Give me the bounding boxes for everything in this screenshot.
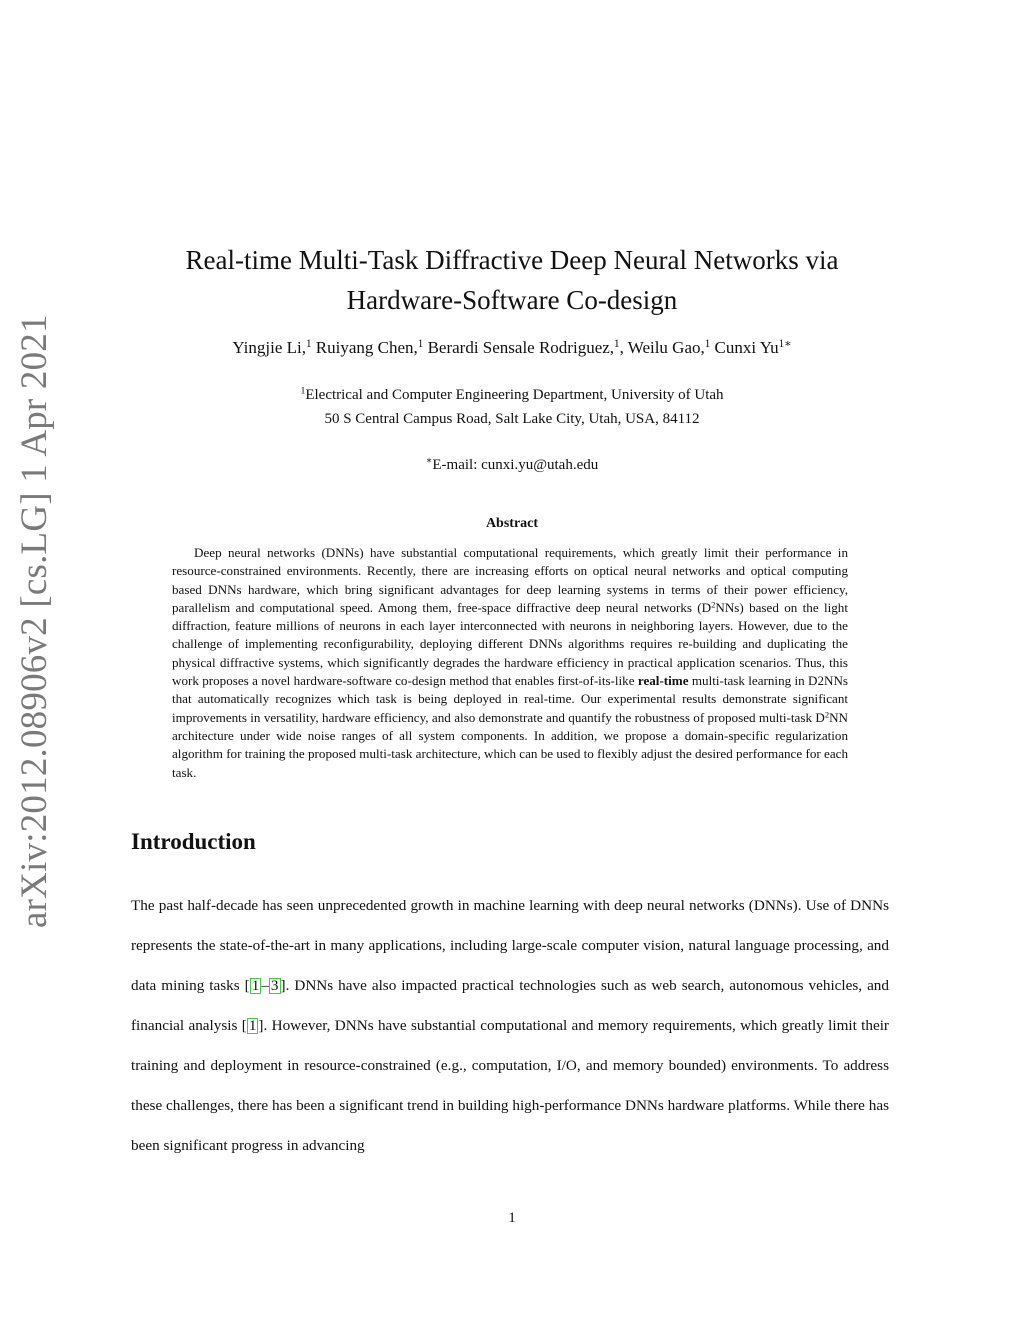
author-4: , Weilu Gao, [619,338,705,357]
citation-link-3[interactable]: 3 [270,977,279,994]
introduction-heading: Introduction [131,829,256,854]
intro-text-1: The past half-decade has seen unprecedented growth in machine learning with deep neural networks (DNNs). Use of DNNs represents the state-of-the-art in many applications, including large-scale computer vision, natural language processing, and data mining tasks [ [131,897,889,994]
contact-email [0,454,1024,476]
affiliation-line-2: 50 S Central Campus Road, Salt Lake City, Utah, USA, 84112 [324,411,700,427]
author-2-sup: 1 [417,337,424,350]
abstract-part-1: Deep neural networks (DNNs) have substantial computational requirements, which greatly limit their performance in resource-constrained environments. Recently, there are increasing efforts on optical neural networks and optical computing based DNNs hardware, which bring significant advantages for deep learning systems in terms of their power efficiency, parallelism and computational speed. Among them, free-space diffractive deep neural networks (D [172,545,848,615]
citation-link-1[interactable]: 1 [251,977,260,994]
abstract-sup-1: 2 [711,599,716,610]
abstract-part-4: 2NNs that automatically recognizes which task is being deployed in real-time. Our experimental results demonstrate significant improvements in versatility, hardware efficiency, and also demonstrate and quantify the robustness of proposed multi-task D [172,673,849,725]
introduction-body [131,886,889,1166]
page-number: 1 [508,1210,516,1226]
affiliation [0,383,1024,431]
affiliation-line-1: Electrical and Computer Engineering Department, University of Utah [305,387,724,403]
intro-dash: – [261,977,269,994]
email-text: E-mail: cunxi.yu@utah.edu [432,457,599,473]
author-5-sup: 1∗ [778,337,792,350]
author-2: Ruiyang Chen, [311,338,418,357]
abstract-part-3: multi-task learning in D [688,673,818,689]
author-3: Berardi Sensale Rodriguez, [423,338,615,357]
paper-title [0,240,1024,320]
title-line-1: Real-time Multi-Task Diffractive Deep Neural Networks via [185,245,839,275]
abstract-sup-2: 2 [824,709,830,719]
citation-link-1b[interactable]: 1 [248,1017,257,1034]
abstract-part-5: NN architecture under wide noise ranges of all system components. In addition, we propose a domain-specific regularization algorithm for training the proposed multi-task architecture, which can be used to flexibly adjust the desired performance for each task. [172,709,848,780]
intro-text-3: ]. However, DNNs have substantial computational and memory requirements, which greatly limit their training and deployment in resource-constrained (e.g., computation, I/O, and memory bounded) environments. To address these challenges, there has been a significant trend in building high-performance DNNs hardware platforms. While there has been significant progress in advancing [131,1017,889,1154]
email-sup: ∗ [425,455,433,467]
abstract-body [172,544,848,782]
author-list [0,336,1024,360]
arxiv-side-stamp: arXiv:2012.08906v2 [cs.LG] 1 Apr 2021 [14,314,55,928]
abstract-part-2: NNs) based on the light diffraction, feature millions of neurons in each layer interconnected with neurons in neighboring layers. However, due to the challenge of implementing reconfigurability, deploying different DNNs algorithms requires re-building and duplicating the physical diffractive systems, which significantly degrades the hardware efficiency in practical application scenarios. Thus, this work proposes a novel hardware-software co-design method that enables first-of-its-like [172,599,848,689]
author-1-sup: 1 [306,337,312,350]
intro-text-2: ]. DNNs have also impacted practical technologies such as web search, autonomous vehicles, and financial analysis [ [131,977,889,1034]
affiliation-sup: 1 [300,385,306,397]
author-5: Cunxi Yu [710,338,779,357]
author-4-sup: 1 [704,337,711,350]
title-line-2: Hardware-Software Co-design [346,285,678,315]
abstract-heading: Abstract [485,516,539,531]
author-3-sup: 1 [614,337,620,350]
abstract-bold-realtime: real-time [637,673,689,689]
author-1: Yingjie Li, [232,338,306,357]
